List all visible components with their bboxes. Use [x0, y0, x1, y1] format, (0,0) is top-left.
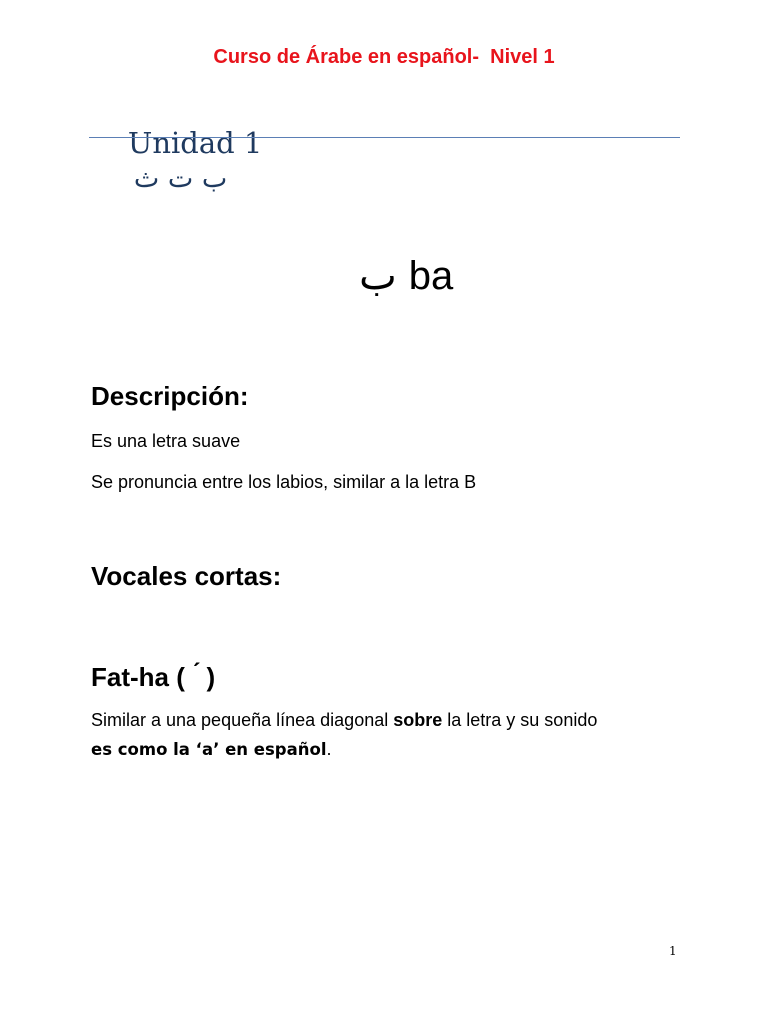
- fatha-text-bold: sobre: [393, 710, 443, 730]
- fatha-text-part-1: Similar a una pequeña línea diagonal: [91, 710, 394, 730]
- fatha-text-line2-bold: es como la ‘a’ en español: [91, 740, 327, 759]
- letter-transliteration: ba: [408, 254, 454, 298]
- unit-heading-letters: ب ت ث: [133, 163, 228, 194]
- arabic-letter: ب: [359, 253, 397, 299]
- page-number: 1: [669, 944, 677, 958]
- letter-display: [0, 208, 768, 344]
- fatha-text-line2-end: .: [326, 739, 332, 759]
- description-heading: Descripción:: [91, 381, 249, 411]
- unit-heading-label: Unidad 1: [127, 126, 263, 160]
- course-title: Curso de Árabe en español- Nivel 1: [213, 46, 555, 68]
- heading-divider: [89, 137, 680, 138]
- short-vowels-heading: Vocales cortas:: [91, 561, 282, 591]
- fatha-text-part-2: la letra y su sonido: [442, 710, 598, 730]
- description-line-2: Se pronuncia entre los labios, similar a la letra B: [91, 472, 477, 492]
- fatha-description-line-2: [91, 739, 332, 760]
- fatha-heading: Fat-ha ( ́ ): [91, 662, 216, 692]
- description-line-1: Es una letra suave: [91, 431, 241, 451]
- fatha-description-line-1: [91, 710, 597, 731]
